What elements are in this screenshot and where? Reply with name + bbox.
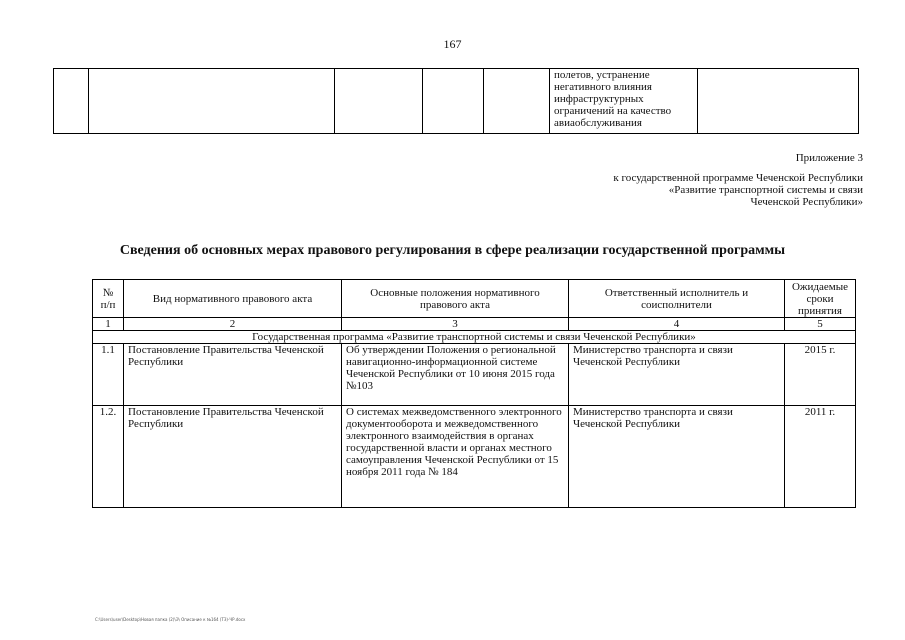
program-row xyxy=(93,331,856,344)
program-name: Государственная программа «Развитие транспортной системы и связи Чеченской Республики» xyxy=(93,331,856,344)
row-num: 1.2. xyxy=(93,406,124,508)
cell-empty xyxy=(335,69,423,134)
header-act-type: Вид нормативного правового акта xyxy=(124,280,342,318)
row-act-type: Постановление Правительства Чеченской Республики xyxy=(124,344,342,406)
row-executor: Министерство транспорта и связи Чеченской Республики xyxy=(569,406,785,508)
row-provisions: Об утверждении Положения о региональной навигационно-информационной системе Чеченской Республики от 10 июня 2015 года №103 xyxy=(342,344,569,406)
cell-empty xyxy=(698,69,859,134)
header-executor: Ответственный исполнитель и соисполнители xyxy=(569,280,785,318)
regulation-table xyxy=(92,279,856,508)
column-number: 4 xyxy=(569,318,785,331)
header-deadline: Ожидаемые сроки принятия xyxy=(785,280,856,318)
table-row xyxy=(93,344,856,406)
row-provisions: О системах межведомственного электронного документооборота и межведомственного электронного взаимодействия в органах государственной власти и органах местного самоуправления Чеченской Республики от 15 ноября 2011 года № 184 xyxy=(342,406,569,508)
appendix-label: Приложение 3 xyxy=(795,152,863,164)
appendix-line: к государственной программе Чеченской Республики xyxy=(613,172,863,184)
column-number: 1 xyxy=(93,318,124,331)
row-deadline: 2015 г. xyxy=(785,344,856,406)
continuation-row xyxy=(54,69,859,134)
row-executor: Министерство транспорта и связи Чеченской Республики xyxy=(569,344,785,406)
appendix-line: «Развитие транспортной системы и связи xyxy=(668,184,863,196)
continuation-text: полетов, устранение негативного влияния инфраструктурных ограничений на качество авиаобслуживания xyxy=(550,69,698,134)
column-number: 2 xyxy=(124,318,342,331)
row-deadline: 2011 г. xyxy=(785,406,856,508)
page-number: 167 xyxy=(443,37,462,51)
cell-empty xyxy=(423,69,484,134)
table-row xyxy=(93,406,856,508)
column-number-row xyxy=(93,318,856,331)
file-path-footer: C:\Users\user\Desktop\Новая папка (2)\Э\ Описание к №164 (ТЗ)-ЧР.docx xyxy=(95,617,246,622)
cell-empty xyxy=(484,69,550,134)
header-provisions: Основные положения нормативного правового акта xyxy=(342,280,569,318)
column-number: 5 xyxy=(785,318,856,331)
document-title: Сведения об основных мерах правового регулирования в сфере реализации государственной программы xyxy=(119,243,786,258)
cell-empty xyxy=(89,69,335,134)
table-header-row xyxy=(93,280,856,318)
appendix-line: Чеченской Республики» xyxy=(750,196,863,208)
continuation-table xyxy=(53,68,859,134)
row-num: 1.1 xyxy=(93,344,124,406)
column-number: 3 xyxy=(342,318,569,331)
cell-empty xyxy=(54,69,89,134)
header-num: № п/п xyxy=(93,280,124,318)
row-act-type: Постановление Правительства Чеченской Республики xyxy=(124,406,342,508)
